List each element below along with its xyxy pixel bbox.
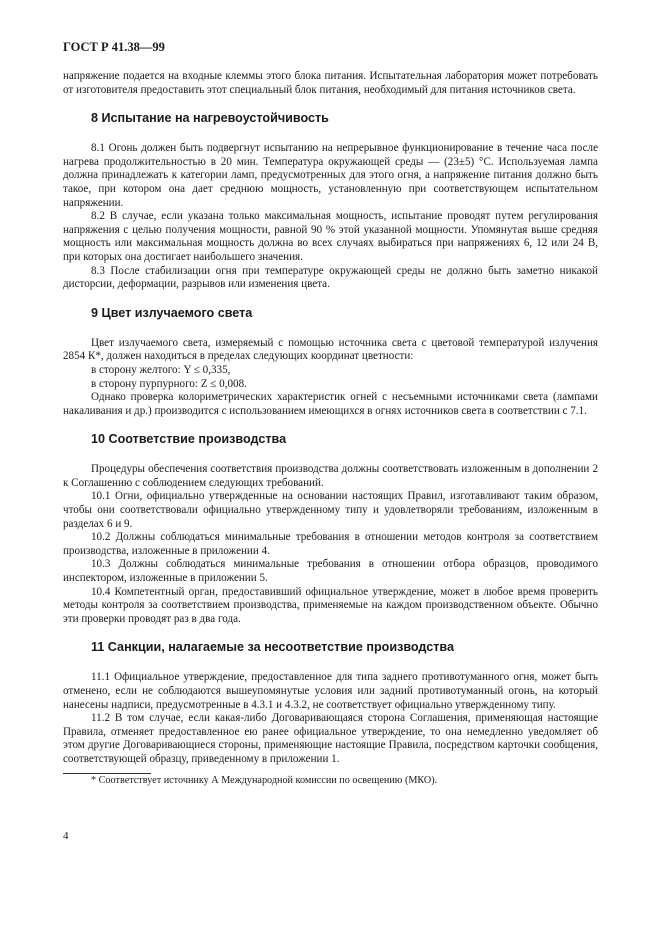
document-body [63, 70, 598, 787]
paragraph-8-1: 8.1 Огонь должен быть подвергнут испытанию на непрерывное функционирование в течение часа после нагрева продолжительностью в 20 мин. Температура окружающей среды — (23±5) °С. Используемая лампа должна принадлежать к категории ламп, предусмотренных для этого огня, а напряжение питания должно быть такое, при котором она дает среднюю мощность, установленную при соответствующем испытательном напряжении. [63, 142, 598, 209]
intro-paragraph: напряжение подается на входные клеммы этого блока питания. Испытательная лаборатория может потребовать от изготовителя предоставить этот специальный блок питания, необходимый для питания источников света. [63, 70, 598, 96]
section-10-heading: 10 Соответствие производства [91, 432, 287, 447]
section-9-heading: 9 Цвет излучаемого света [91, 305, 253, 320]
paragraph-9-intro: Цвет излучаемого света, измеряемый с помощью источника света с цветовой температурой излучения 2854 К*, должен находиться в пределах следующих координат цветности: [63, 336, 598, 363]
chromaticity-yellow-limit: в сторону желтого: Y ≤ 0,335, [91, 363, 231, 376]
paragraph-11-1: 11.1 Официальное утверждение, предоставленное для типа заднего противотуманного огня, может быть отменено, если не соблюдаются вышеупомянутые условия или задний противотуманный огонь, на который нанесены надписи, предусмотренные в 4.3.1 и 4.3.2, не соответствует официально утвержденному типу. [63, 671, 598, 711]
chromaticity-purple-limit: в сторону пурпурного: Z ≤ 0,008. [91, 377, 247, 390]
section-11-heading: 11 Санкции, налагаемые за несоответствие производства [91, 640, 455, 655]
document-header: ГОСТ Р 41.38—99 [63, 40, 165, 54]
paragraph-8-2: 8.2 В случае, если указана только максимальная мощность, испытание проводят путем регулирования напряжения с целью получения мощности, равной 90 % этой указанной мощности. Упомянутая выше средняя мощность или максимальная мощность должна во всех случаях выбираться при напряжениях 6, 12 или 24 В, при которых она достигает наибольшего значения. [63, 210, 598, 263]
section-8-heading: 8 Испытание на нагревоустойчивость [91, 111, 329, 126]
paragraph-10-3: 10.3 Должны соблюдаться минимальные требования в отношении отбора образцов, проводимого инспектором, изложенные в приложении 5. [63, 558, 598, 585]
footnote: * Соответствует источнику А Международной комиссии по освещению (МКО). [91, 774, 438, 786]
paragraph-10-1: 10.1 Огни, официально утвержденные на основании настоящих Правил, изготавливают таким образом, чтобы они соответствовали официально утвержденному типу и удовлетворяли требованиям, изложенным в разделах 6 и 9. [63, 490, 598, 530]
paragraph-10-2: 10.2 Должны соблюдаться минимальные требования в отношении методов контроля за соответствием производства, изложенные в приложении 4. [63, 531, 598, 557]
paragraph-9-note: Однако проверка колориметрических характеристик огней с несъемными источниками света (лампами накаливания и др.) производится с использованием имеющихся в огнях источников света в соответствии с 7.1. [63, 391, 598, 417]
page-number: 4 [63, 830, 69, 842]
paragraph-10-intro: Процедуры обеспечения соответствия производства должны соответствовать изложенным в дополнении 2 к Соглашению с соблюдением следующих требований. [63, 463, 598, 489]
paragraph-10-4: 10.4 Компетентный орган, предоставивший официальное утверждение, может в любое время проверить методы контроля за соответствием производства, применяемые на каждом производственном объекте. Обычно эти проверки проводят раз в два года. [63, 585, 598, 625]
paragraph-11-2: 11.2 В том случае, если какая-либо Договаривающаяся сторона Соглашения, применяющая настоящие Правила, отменяет предоставленное ею ранее официальное утверждение, то она немедленно уведомляет об этом другие Договаривающиеся стороны, применяющие настоящие Правила, посредством карточки сообщения, соответствующей образцу, приведенному в приложении 1. [63, 712, 598, 765]
paragraph-8-3: 8.3 После стабилизации огня при температуре окружающей среды не должно быть заметно никакой дисторсии, деформации, разрывов или изменения цвета. [63, 264, 598, 291]
